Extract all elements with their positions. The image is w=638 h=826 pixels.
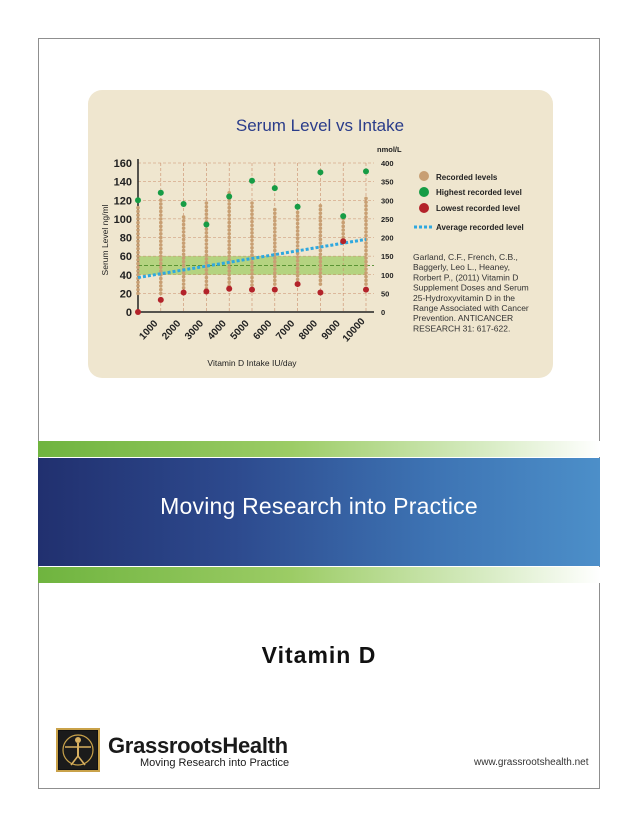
recorded-point	[364, 241, 368, 245]
recorded-point	[159, 288, 163, 292]
highest-point	[272, 185, 278, 191]
recorded-point	[319, 234, 323, 238]
recorded-point	[136, 266, 140, 270]
recorded-point	[227, 217, 231, 221]
recorded-point	[159, 202, 163, 206]
citation-line: Baggerly, Leo L., Heaney,	[413, 262, 511, 273]
recorded-point	[250, 268, 254, 272]
recorded-point	[364, 234, 368, 238]
recorded-point	[205, 283, 209, 287]
x-tick-label: 2000	[160, 318, 184, 343]
recorded-point	[296, 244, 300, 248]
recorded-point	[319, 260, 323, 264]
recorded-point	[341, 221, 345, 225]
recorded-point	[364, 245, 368, 249]
recorded-point	[296, 278, 300, 282]
recorded-point	[296, 259, 300, 263]
recorded-point	[227, 228, 231, 232]
recorded-point	[205, 212, 209, 216]
recorded-point	[136, 221, 140, 225]
recorded-point	[205, 246, 209, 250]
recorded-point	[250, 253, 254, 257]
recorded-point	[319, 249, 323, 253]
recorded-point	[227, 243, 231, 247]
recorded-point	[364, 204, 368, 208]
lowest-point	[317, 289, 323, 295]
highest-point	[181, 201, 187, 207]
recorded-point	[273, 230, 277, 234]
bottom-green-bar	[38, 567, 600, 583]
recorded-point	[364, 256, 368, 260]
recorded-point	[205, 216, 209, 220]
lowest-point	[203, 289, 209, 295]
recorded-point	[136, 258, 140, 262]
recorded-point	[296, 225, 300, 229]
recorded-point	[205, 231, 209, 235]
recorded-point	[250, 283, 254, 287]
y-tick-label: 100	[113, 213, 132, 226]
recorded-point	[273, 241, 277, 245]
recorded-point	[319, 252, 323, 256]
recorded-point	[159, 258, 163, 262]
recorded-point	[182, 230, 186, 234]
recorded-point	[136, 243, 140, 247]
legend-lowest-label: Lowest recorded level	[436, 204, 521, 213]
recorded-point	[250, 250, 254, 254]
recorded-point	[364, 252, 368, 256]
recorded-point	[319, 275, 323, 279]
recorded-point	[273, 226, 277, 230]
recorded-point	[182, 215, 186, 219]
recorded-point	[205, 279, 209, 283]
recorded-point	[136, 236, 140, 240]
recorded-point	[319, 238, 323, 242]
recorded-point	[273, 208, 277, 212]
recorded-point	[205, 268, 209, 272]
legend-highest-label: Highest recorded level	[436, 188, 522, 197]
recorded-point	[227, 239, 231, 243]
recorded-point	[250, 279, 254, 283]
y-tick-label: 0	[125, 307, 132, 319]
recorded-point	[250, 227, 254, 231]
recorded-point	[159, 213, 163, 217]
y-right-tick-label: 400	[381, 159, 394, 168]
recorded-point	[159, 254, 163, 258]
recorded-point	[319, 211, 323, 215]
y-right-tick-label: 100	[381, 270, 394, 280]
recorded-point	[250, 272, 254, 276]
y-right-tick-label: 300	[381, 196, 394, 206]
recorded-point	[159, 225, 163, 229]
recorded-point	[227, 273, 231, 277]
recorded-point	[296, 233, 300, 237]
recorded-point	[182, 275, 186, 279]
y-tick-label: 60	[119, 251, 132, 264]
banner-text: Moving Research into Practice	[160, 493, 478, 519]
y-tick-label: 160	[113, 158, 132, 170]
recorded-point	[227, 254, 231, 258]
recorded-point	[227, 277, 231, 281]
website-link[interactable]: www.grassrootshealth.net	[474, 757, 589, 768]
recorded-point	[364, 260, 368, 264]
recorded-point	[364, 197, 368, 201]
recorded-point	[319, 279, 323, 283]
recorded-point	[273, 215, 277, 219]
x-tick-label: 7000	[274, 318, 298, 343]
recorded-point	[159, 210, 163, 214]
recorded-point	[182, 238, 186, 242]
y-right-tick-label: 0	[381, 308, 386, 317]
lowest-point	[226, 286, 232, 292]
recorded-point	[182, 282, 186, 286]
recorded-point	[364, 226, 368, 230]
recorded-point	[319, 256, 323, 260]
recorded-point	[319, 241, 323, 245]
recorded-point	[296, 229, 300, 233]
recorded-point	[136, 254, 140, 258]
recorded-point	[364, 271, 368, 275]
highest-point	[340, 213, 346, 219]
recorded-point	[205, 253, 209, 257]
recorded-point	[159, 251, 163, 255]
recorded-point	[182, 241, 186, 245]
lowest-point	[249, 287, 255, 293]
recorded-point	[205, 227, 209, 231]
y-tick-label: 120	[113, 195, 132, 208]
recorded-point	[364, 211, 368, 215]
recorded-point	[364, 249, 368, 253]
y-axis-label: Serum Level ng/ml	[100, 204, 110, 276]
y-right-tick-label: 200	[381, 233, 394, 243]
legend-average-label: Average recorded level	[436, 223, 524, 232]
recorded-point	[159, 198, 163, 202]
recorded-point	[364, 208, 368, 212]
recorded-point	[273, 238, 277, 242]
recorded-point	[364, 230, 368, 234]
y-tick-label: 40	[119, 269, 132, 282]
recorded-point	[273, 249, 277, 253]
vitruvian-figure-icon	[58, 730, 98, 770]
recorded-point	[159, 269, 163, 273]
recorded-point	[159, 206, 163, 210]
highest-point	[295, 204, 301, 210]
y-tick-label: 80	[119, 232, 132, 245]
recorded-point	[364, 267, 368, 271]
recorded-point	[250, 209, 254, 213]
recorded-point	[341, 232, 345, 236]
recorded-point	[159, 284, 163, 288]
recorded-point	[136, 206, 140, 210]
recorded-point	[159, 239, 163, 243]
recorded-point	[364, 215, 368, 219]
recorded-point	[136, 232, 140, 236]
recorded-point	[319, 230, 323, 234]
recorded-point	[273, 211, 277, 215]
recorded-point	[250, 235, 254, 239]
recorded-point	[319, 223, 323, 227]
recorded-point	[319, 264, 323, 268]
recorded-point	[227, 251, 231, 255]
highest-point	[158, 190, 164, 196]
recorded-point	[159, 292, 163, 296]
recorded-point	[159, 277, 163, 281]
recorded-point	[159, 221, 163, 225]
recorded-point	[296, 214, 300, 218]
recorded-point	[250, 224, 254, 228]
recorded-point	[182, 234, 186, 238]
recorded-point	[364, 223, 368, 227]
recorded-point	[273, 234, 277, 238]
citation-line: Rorbert P., (2011) Vitamin D	[413, 272, 519, 283]
recorded-point	[296, 237, 300, 241]
recorded-point	[136, 288, 140, 292]
recorded-point	[250, 265, 254, 269]
recorded-point	[205, 257, 209, 261]
recorded-point	[182, 223, 186, 227]
y-right-tick-label: 150	[381, 252, 394, 262]
recorded-point	[159, 247, 163, 251]
recorded-point	[227, 269, 231, 273]
recorded-point	[136, 262, 140, 266]
citation-line: Prevention. ANTICANCER	[413, 313, 514, 324]
legend-highest-marker	[419, 187, 429, 197]
chart-title: Serum Level vs Intake	[235, 116, 405, 135]
citation-line: 25-Hydroxyvitamin D in the	[413, 292, 516, 303]
recorded-point	[182, 279, 186, 283]
recorded-point	[364, 200, 368, 204]
lowest-point	[181, 289, 187, 295]
recorded-point	[136, 284, 140, 288]
recorded-point	[136, 217, 140, 221]
legend-recorded-marker	[419, 171, 429, 181]
recorded-point	[159, 243, 163, 247]
recorded-point	[227, 221, 231, 225]
recorded-point	[319, 226, 323, 230]
recorded-point	[319, 282, 323, 286]
recorded-point	[319, 267, 323, 271]
recorded-point	[205, 209, 209, 213]
recorded-point	[341, 228, 345, 232]
recorded-point	[319, 215, 323, 219]
lowest-point	[340, 238, 346, 244]
highest-point	[135, 197, 141, 203]
recorded-point	[182, 245, 186, 249]
recorded-point	[273, 282, 277, 286]
page-subtitle: Vitamin D	[261, 642, 377, 668]
recorded-point	[273, 256, 277, 260]
x-tick-label: 5000	[228, 318, 252, 343]
x-axis-label: Vitamin D Intake IU/day	[207, 358, 297, 368]
recorded-point	[250, 246, 254, 250]
recorded-point	[205, 238, 209, 242]
recorded-point	[136, 210, 140, 214]
recorded-point	[159, 280, 163, 284]
y-tick-label: 140	[113, 176, 132, 189]
recorded-point	[273, 264, 277, 268]
recorded-point	[136, 269, 140, 273]
recorded-point	[227, 247, 231, 251]
x-tick-label: 3000	[183, 318, 207, 343]
brand-name: GrassrootsHealth	[108, 733, 288, 758]
recorded-point	[227, 232, 231, 236]
recorded-point	[273, 279, 277, 283]
recorded-point	[250, 238, 254, 242]
lowest-point	[158, 297, 164, 303]
top-green-bar	[38, 441, 600, 457]
recorded-point	[182, 256, 186, 260]
recorded-point	[205, 261, 209, 265]
recorded-point	[273, 219, 277, 223]
recorded-point	[273, 260, 277, 264]
vitruvian-logo-icon	[56, 728, 100, 772]
recorded-point	[182, 249, 186, 253]
highest-point	[317, 169, 323, 175]
recorded-point	[296, 240, 300, 244]
recorded-point	[136, 292, 140, 296]
highest-point	[226, 194, 232, 200]
recorded-point	[250, 216, 254, 220]
recorded-point	[159, 266, 163, 270]
y-right-axis-label: nmol/L	[377, 145, 402, 154]
recorded-point	[182, 264, 186, 268]
recorded-point	[319, 208, 323, 212]
recorded-point	[136, 228, 140, 232]
recorded-point	[136, 280, 140, 284]
chart-svg	[0, 0, 638, 400]
recorded-point	[159, 232, 163, 236]
recorded-point	[182, 219, 186, 223]
recorded-point	[227, 202, 231, 206]
recorded-point	[227, 280, 231, 284]
recorded-point	[136, 247, 140, 251]
recorded-point	[364, 219, 368, 223]
recorded-point	[296, 263, 300, 267]
x-tick-label: 9000	[319, 318, 343, 343]
y-right-tick-label: 350	[381, 177, 394, 187]
x-tick-label: 10000	[340, 316, 368, 345]
recorded-point	[205, 250, 209, 254]
lowest-point	[295, 281, 301, 287]
recorded-point	[227, 210, 231, 214]
recorded-point	[205, 201, 209, 205]
recorded-point	[227, 206, 231, 210]
recorded-point	[182, 260, 186, 264]
x-tick-label: 4000	[205, 318, 229, 343]
recorded-point	[296, 218, 300, 222]
recorded-point	[273, 245, 277, 249]
recorded-point	[205, 276, 209, 280]
recorded-point	[205, 235, 209, 239]
recorded-point	[364, 279, 368, 283]
recorded-point	[296, 274, 300, 278]
recorded-point	[182, 286, 186, 290]
y-tick-label: 20	[119, 288, 132, 301]
recorded-point	[250, 220, 254, 224]
recorded-point	[159, 236, 163, 240]
legend-lowest-marker	[419, 203, 429, 213]
recorded-point	[319, 271, 323, 275]
recorded-point	[136, 239, 140, 243]
citation-line: Range Associated with Cancer	[413, 303, 529, 313]
recorded-point	[227, 213, 231, 217]
recorded-point	[159, 262, 163, 266]
recorded-point	[250, 212, 254, 216]
highest-point	[249, 178, 255, 184]
highest-point	[203, 221, 209, 227]
recorded-point	[250, 201, 254, 205]
y-right-tick-label: 250	[381, 214, 394, 224]
recorded-point	[250, 261, 254, 265]
recorded-point	[227, 225, 231, 229]
recorded-point	[341, 225, 345, 229]
recorded-point	[364, 275, 368, 279]
recorded-point	[273, 267, 277, 271]
recorded-point	[273, 271, 277, 275]
highest-point	[363, 168, 369, 174]
recorded-point	[136, 213, 140, 217]
recorded-point	[227, 266, 231, 270]
lowest-point	[135, 309, 141, 315]
recorded-point	[205, 242, 209, 246]
recorded-point	[182, 226, 186, 230]
recorded-point	[182, 252, 186, 256]
banner	[38, 458, 600, 566]
recorded-point	[250, 231, 254, 235]
recorded-point	[296, 266, 300, 270]
x-tick-label: 1000	[137, 318, 161, 343]
recorded-point	[136, 225, 140, 229]
lowest-point	[272, 287, 278, 293]
recorded-point	[182, 271, 186, 275]
recorded-point	[296, 211, 300, 215]
recorded-point	[273, 223, 277, 227]
citation-line: RESEARCH 31: 617-622.	[413, 323, 511, 334]
recorded-point	[364, 264, 368, 268]
recorded-point	[250, 242, 254, 246]
recorded-point	[250, 205, 254, 209]
recorded-point	[227, 236, 231, 240]
recorded-point	[296, 255, 300, 259]
recorded-point	[319, 204, 323, 208]
recorded-point	[296, 222, 300, 226]
recorded-point	[273, 275, 277, 279]
recorded-point	[205, 272, 209, 276]
recorded-point	[296, 270, 300, 274]
recorded-point	[319, 219, 323, 223]
recorded-point	[250, 276, 254, 280]
lowest-point	[363, 287, 369, 293]
x-tick-label: 6000	[251, 318, 275, 343]
recorded-point	[159, 217, 163, 221]
citation-line: Supplement Doses and Serum	[413, 282, 529, 293]
recorded-point	[205, 205, 209, 209]
recorded-point	[364, 282, 368, 286]
recorded-point	[136, 251, 140, 255]
x-tick-label: 8000	[297, 318, 321, 343]
recorded-point	[159, 228, 163, 232]
y-right-tick-label: 50	[381, 289, 390, 299]
citation-line: Garland, C.F., French, C.B.,	[413, 252, 518, 262]
legend-recorded-label: Recorded levels	[436, 173, 498, 182]
brand-tagline: Moving Research into Practice	[140, 757, 290, 769]
